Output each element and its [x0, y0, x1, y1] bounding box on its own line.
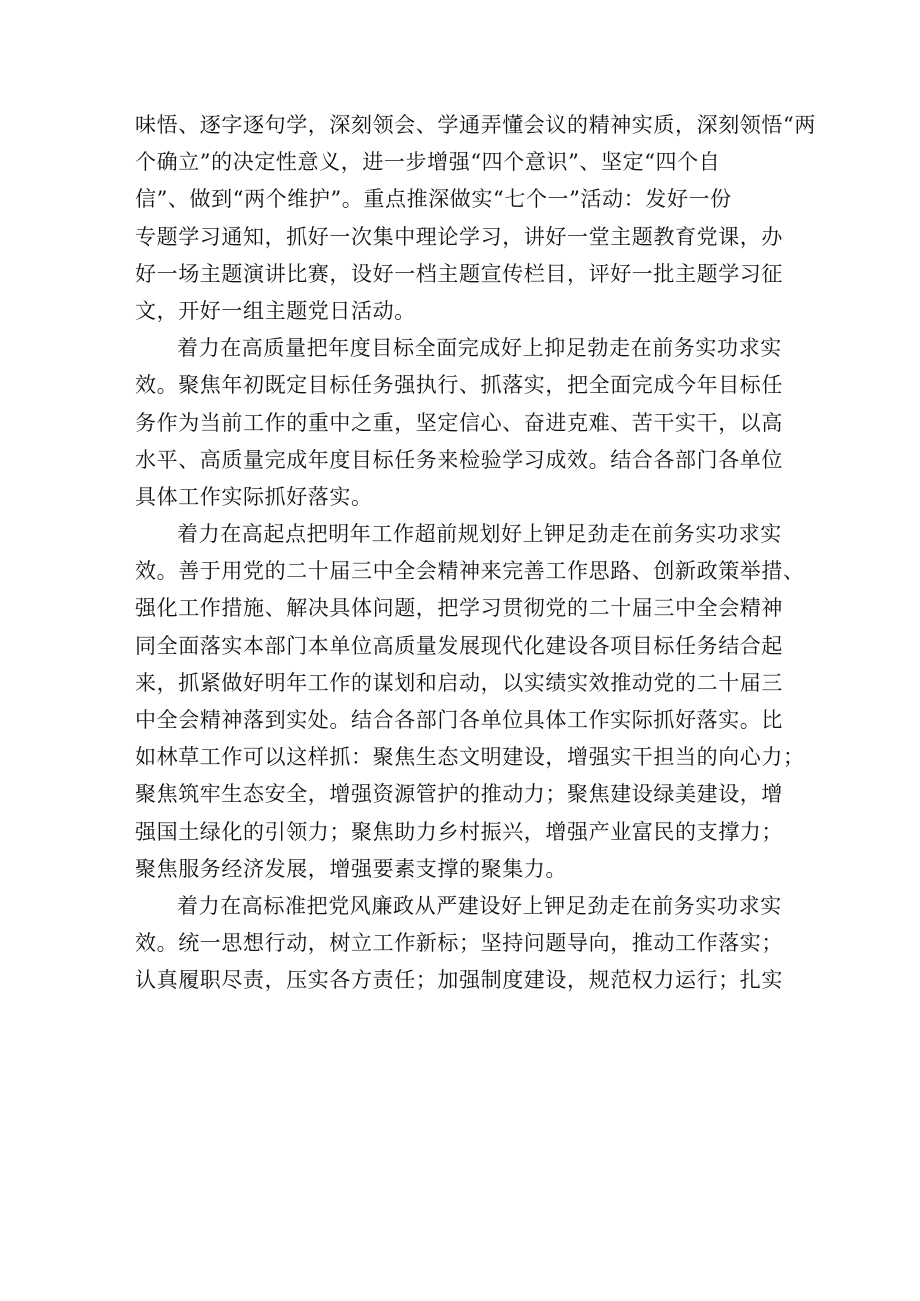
text-line: 如林草工作可以这样抓：聚焦生态文明建设，增强实干担当的向心力；: [135, 745, 805, 770]
text-line: 水平、高质量完成年度目标任务来检验学习成效。结合各部门各单位: [135, 447, 783, 472]
text-line: 专题学习通知，抓好一次集中理论学习，讲好一堂主题教育党课，办: [135, 224, 783, 249]
text-line: 具体工作实际抓好落实。: [135, 484, 373, 509]
paragraph-start-line: 着力在高起点把明年工作超前规划好上钾足劲走在前务实功求实: [177, 522, 782, 547]
text-line: 个确立”的决定性意义，进一步增强“四个意识”、坚定“四个自: [135, 150, 721, 175]
text-line: 中全会精神落到实处。结合各部门各单位具体工作实际抓好落实。比: [135, 708, 783, 732]
text-line: 味悟、逐字逐句学，深刻领会、学通弄懂会议的精神实质，深刻领悟“两: [135, 113, 816, 137]
text-line: 效。统一思想行动，树立工作新标；坚持问题导向，推动工作落实；: [135, 931, 783, 956]
text-line: 文，开好一组主题党日活动。: [135, 298, 416, 323]
body-text: [135, 107, 816, 1000]
text-line: 效。聚焦年初既定目标任务强执行、抓落实，把全面完成今年目标任: [135, 373, 783, 398]
text-line: 效。善于用党的二十届三中全会精神来完善工作思路、创新政策举措、: [135, 559, 805, 584]
text-line: 聚焦服务经济发展，增强要素支撑的聚集力。: [135, 856, 567, 881]
paragraph-start-line: 着力在高标准把党风廉政从严建设好上钾足劲走在前务实功求实: [177, 893, 782, 918]
text-line: 强国土绿化的引领力；聚焦助力乡村振兴，增强产业富民的支撑力；: [135, 819, 783, 844]
text-line: 聚焦筑牢生态安全，增强资源管护的推动力；聚焦建设绿美建设，增: [135, 782, 783, 807]
text-line: 务作为当前工作的重中之重，坚定信心、奋进克难、苦干实干，以高: [135, 410, 783, 435]
text-line: 认真履职尽责，压实各方责任；加强制度建设，规范权力运行；扎实: [135, 968, 783, 993]
paragraph-start-line: 着力在高质量把年度目标全面完成好上抑足勃走在前务实功求实: [177, 336, 782, 361]
text-line: 强化工作措施、解决具体问题，把学习贯彻党的二十届三中全会精神: [135, 596, 783, 621]
text-line: 同全面落实本部门本单位高质量发展现代化建设各项目标任务结合起: [135, 633, 783, 658]
text-line: 信”、做到“两个维护”。重点推深做实“七个一”活动：发好一份: [135, 187, 732, 212]
text-line: 好一场主题演讲比赛，设好一档主题宣传栏目，评好一批主题学习征: [135, 261, 783, 286]
text-line: 来，抓紧做好明年工作的谋划和启动，以实绩实效推动党的二十届三: [135, 670, 783, 695]
